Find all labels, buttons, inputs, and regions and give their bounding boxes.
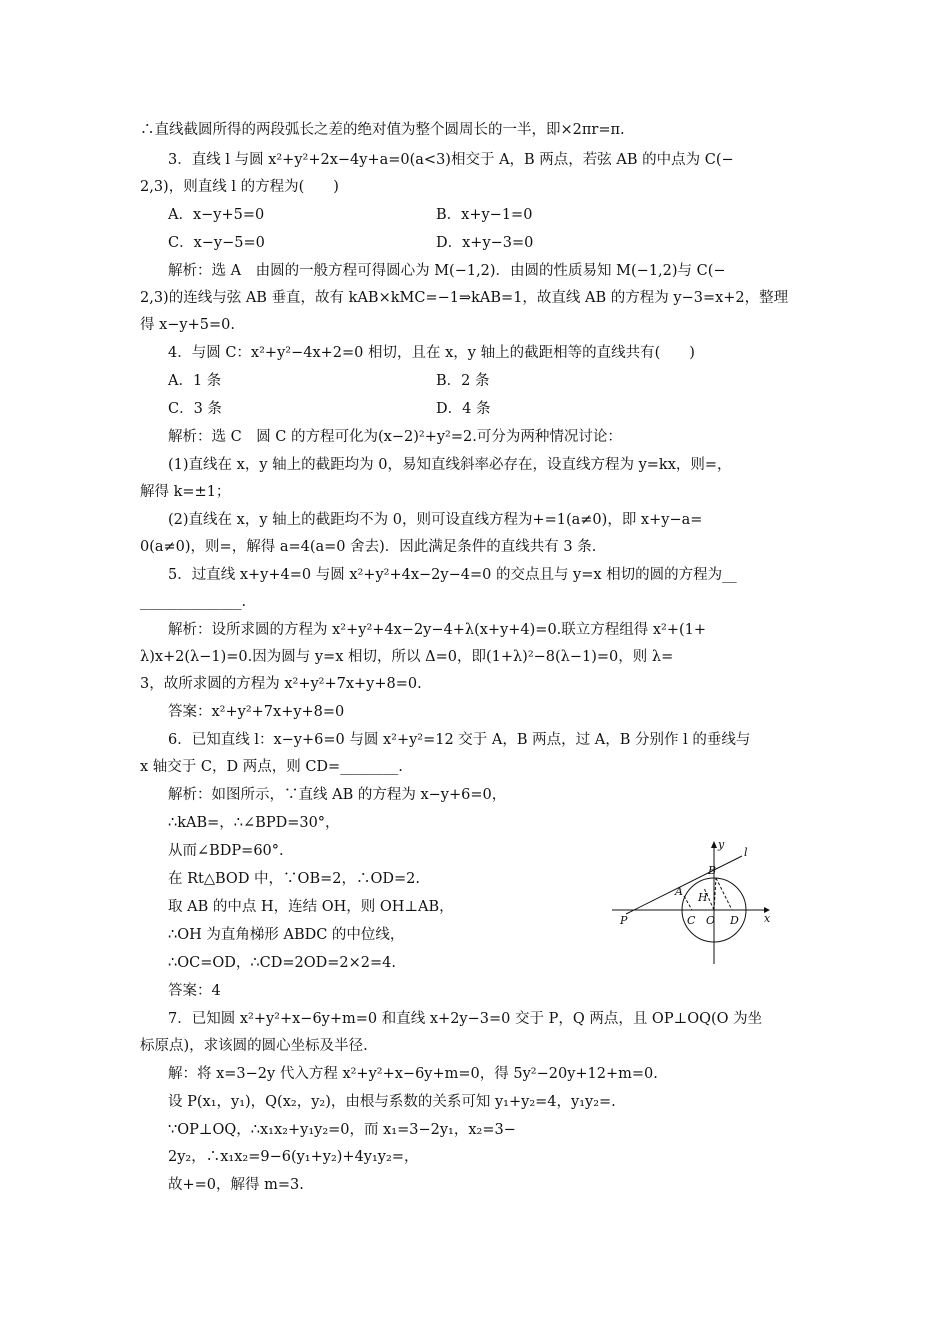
text-line: 3，故所求圆的方程为 x²+y²+7x+y+8=0. [140,676,422,692]
label-l: l [744,846,748,859]
question-7-stem: 7．已知圆 x²+y²+x−6y+m=0 和直线 x+2y−3=0 交于 P，Q 两点，且 OP⊥OQ(O 为坐 [168,1011,763,1027]
perpendicular-ac [684,896,692,910]
option-b: B．2 条 [436,373,490,389]
question-5-stem: 5．过直线 x+y+4=0 与圆 x²+y²+4x−2y−4=0 的交点且与 y=x 相切的圆的方程为__ [168,567,737,583]
label-y: y [718,838,725,851]
text-line: 得 x−y+5=0. [140,317,235,333]
text-line: ∴kAB=，∴∠BPD=30°， [168,815,340,831]
text-line: 标原点)，求该圆的圆心坐标及半径. [140,1038,368,1054]
label-o: O [706,914,716,927]
option-b: B．x+y−1=0 [436,207,533,223]
option-d: D．x+y−3=0 [436,235,534,251]
label-h: H [698,891,708,904]
option-c: C．x−y−5=0 [168,235,265,251]
question-4-stem: 4．与圆 C：x²+y²−4x+2=0 相切，且在 x，y 轴上的截距相等的直线共有( ) [168,345,695,361]
label-c: C [687,914,696,927]
answer-6: 答案：4 [168,983,221,999]
text-line: 2,3)的连线与弦 AB 垂直，故有 kAB×kMC=−1⇒kAB=1，故直线 AB 的方程为 y−3=x+2，整理 [140,290,789,306]
text-line: ∴直线截圆所得的两段弧长之差的绝对值为整个圆周长的一半，即×2πr=π. [140,122,625,138]
text-line: 设 P(x₁，y₁)，Q(x₂，y₂)，由根与系数的关系可知 y₁+y₂=4，y₁y₂=. [168,1094,616,1110]
label-b: B [708,864,717,877]
option-a: A．1 条 [168,373,222,389]
analysis-3: 解析：选 A 由圆的一般方程可得圆心为 M(−1,2)．由圆的性质易知 M(−1,2)与 C(− [168,263,726,279]
text-line: ∴OH 为直角梯形 ABDC 的中位线， [168,927,405,943]
answer-5: 答案：x²+y²+7x+y+8=0 [168,704,345,720]
text-line: λ)x+2(λ−1)=0.因为圆与 y=x 相切，所以 Δ=0，即(1+λ)²−8(λ−1)=0，则 λ= [140,649,674,665]
text-line: ∴OC=OD，∴CD=2OD=2×2=4. [168,955,396,971]
text-line: 在 Rt△BOD 中，∵OB=2，∴OD=2. [168,871,420,887]
label-d: D [730,914,739,927]
label-x: x [764,912,771,925]
geometry-diagram [612,838,772,970]
text-line: 0(a≠0)，则=，解得 a=4(a=0 舍去)．因此满足条件的直线共有 3 条. [140,539,597,555]
option-d: D．4 条 [436,401,491,417]
text-line: ∵OP⊥OQ，∴x₁x₂+y₁y₂=0，而 x₁=3−2y₁，x₂=3− [168,1122,516,1138]
label-a: A [675,885,683,898]
text-line: 2y₂，∴x₁x₂=9−6(y₁+y₂)+4y₁y₂=， [168,1149,419,1165]
y-axis-arrow [711,841,717,848]
text-line: 故+=0，解得 m=3. [168,1177,304,1193]
answer-blank: ______________. [140,594,247,610]
line-l [626,856,742,914]
label-p: P [620,914,628,927]
text-line: (1)直线在 x，y 轴上的截距均为 0，易知直线斜率必存在，设直线方程为 y=kx，则=， [168,457,732,473]
text-line: 解得 k=±1； [140,484,231,500]
analysis-5: 解析：设所求圆的方程为 x²+y²+4x−2y−4+λ(x+y+4)=0.联立方程组得 x²+(1+ [168,622,707,638]
text-line: 2,3)，则直线 l 的方程为( ) [140,179,339,195]
option-c: C．3 条 [168,401,222,417]
analysis-6: 解析：如图所示，∵直线 AB 的方程为 x−y+6=0， [168,787,507,803]
analysis-4: 解析：选 C 圆 C 的方程可化为(x−2)²+y²=2.可分为两种情况讨论： [168,429,622,445]
option-a: A．x−y+5=0 [168,207,265,223]
text-line: x 轴交于 C，D 两点，则 CD=________. [140,759,403,775]
text-line: 从而∠BDP=60°. [168,843,284,859]
text-line: 取 AB 的中点 H，连结 OH，则 OH⊥AB， [168,899,454,915]
perpendicular-bd [716,878,732,910]
geometry-figure [612,838,772,970]
question-3-stem: 3．直线 l 与圆 x²+y²+2x−4y+a=0(a<3)相交于 A，B 两点，若弦 AB 的中点为 C(− [168,152,734,168]
solution-7: 解：将 x=3−2y 代入方程 x²+y²+x−6y+m=0，得 5y²−20y+12+m=0. [168,1066,658,1082]
text-line: (2)直线在 x，y 轴上的截距均不为 0，则可设直线方程为+=1(a≠0)，即 x+y−a= [168,512,703,528]
question-6-stem: 6．已知直线 l：x−y+6=0 与圆 x²+y²=12 交于 A，B 两点，过 A，B 分别作 l 的垂线与 [168,732,751,748]
